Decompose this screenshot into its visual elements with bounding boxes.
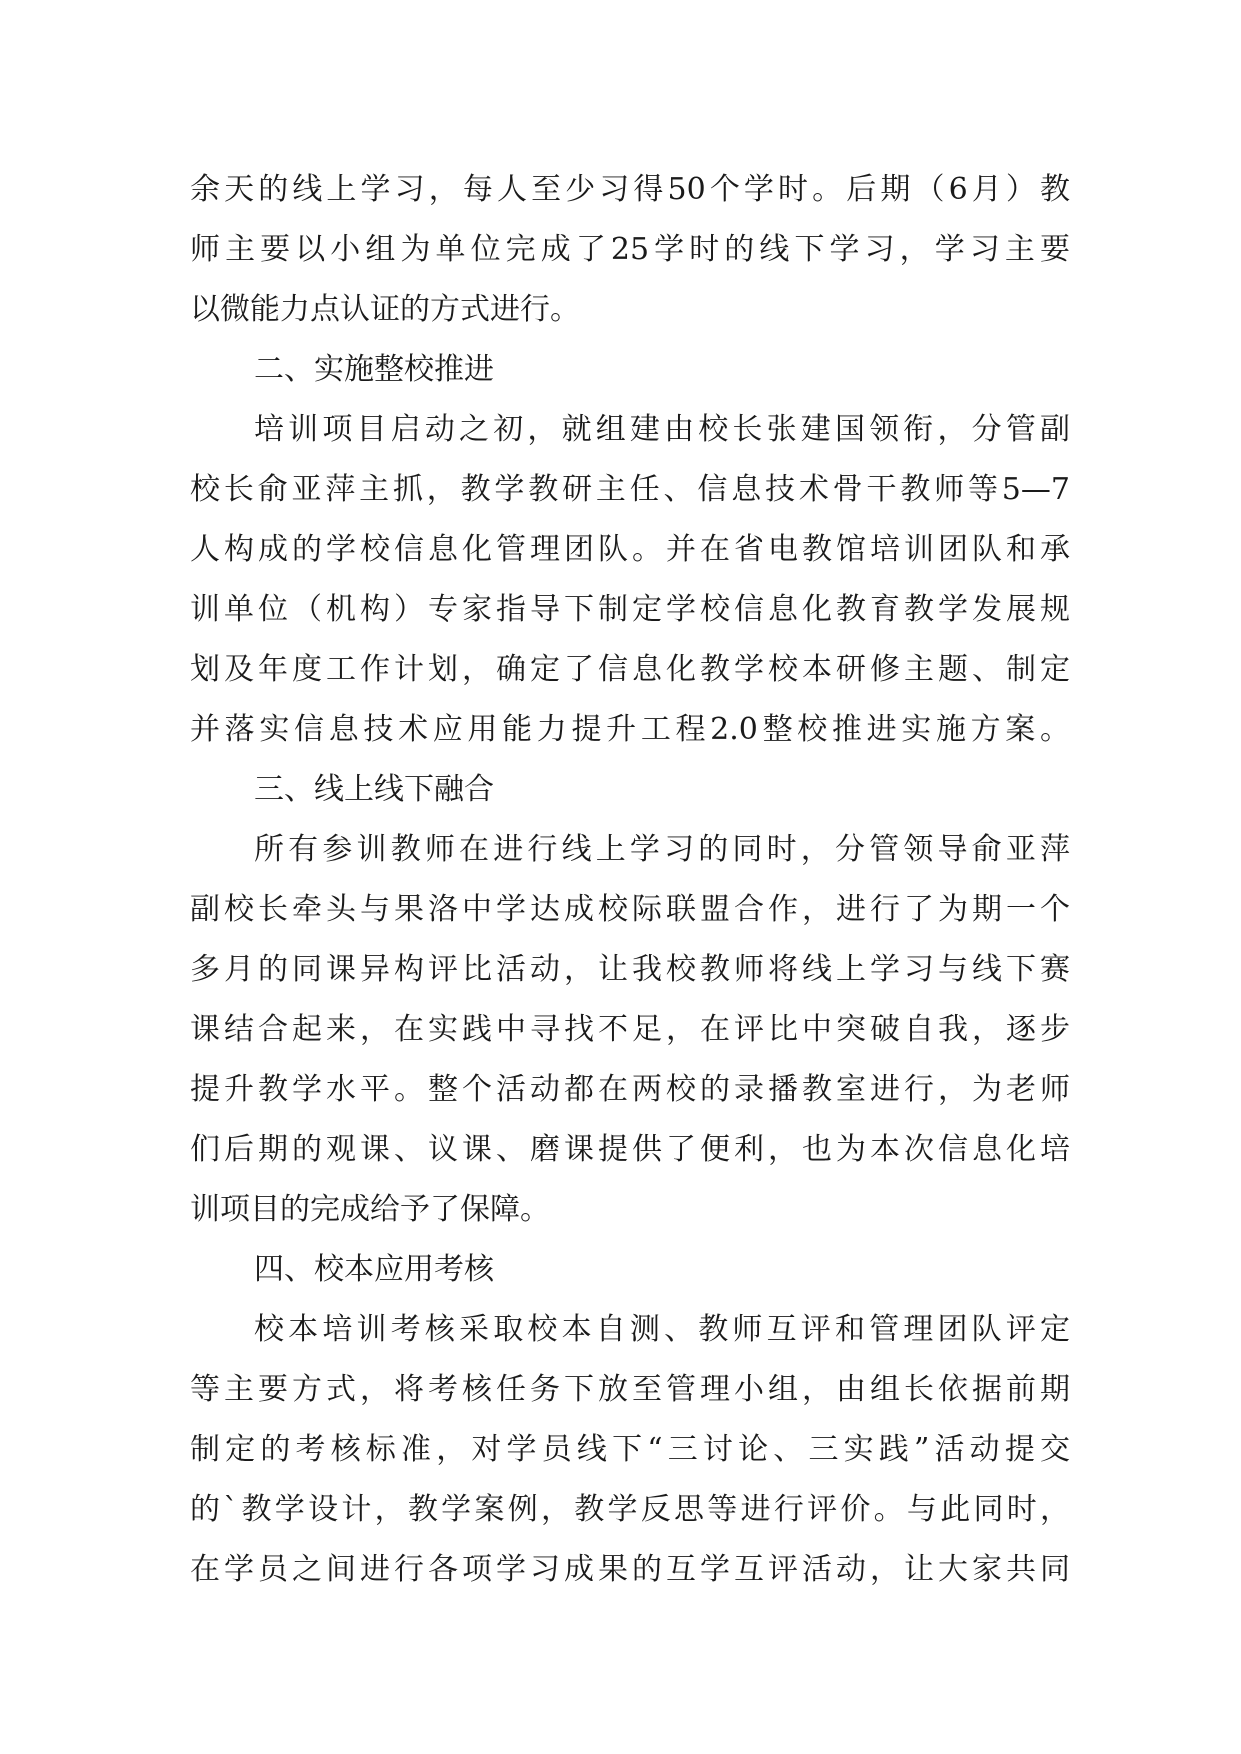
paragraph-line: 所有参训教师在进行线上学习的同时，分管领导俞亚萍 [254,832,1070,867]
document-body [190,160,1070,1600]
section-heading: 二、实施整校推进 [254,352,494,387]
paragraph-line: 课结合起来，在实践中寻找不足，在评比中突破自我，逐步 [190,1012,1070,1047]
paragraph-line: 在学员之间进行各项学习成果的互学互评活动，让大家共同 [190,1552,1070,1587]
paragraph-line: 训单位（机构）专家指导下制定学校信息化教育教学发展规 [190,592,1070,627]
section-heading: 三、线上线下融合 [254,772,494,807]
paragraph-line: 副校长牵头与果洛中学达成校际联盟合作，进行了为期一个 [190,892,1070,927]
paragraph-line: 的`教学设计，教学案例，教学反思等进行评价。与此同时， [190,1492,1070,1527]
paragraph-line: 校长俞亚萍主抓，教学教研主任、信息技术骨干教师等5—7 [190,472,1070,507]
paragraph-line: 提升教学水平。整个活动都在两校的录播教室进行，为老师 [190,1072,1070,1107]
paragraph-line: 们后期的观课、议课、磨课提供了便利，也为本次信息化培 [190,1132,1070,1167]
section-heading: 四、校本应用考核 [254,1252,494,1287]
paragraph-line: 师主要以小组为单位完成了25学时的线下学习，学习主要 [190,232,1070,267]
paragraph-line: 校本培训考核采取校本自测、教师互评和管理团队评定 [254,1312,1070,1347]
paragraph-line: 培训项目启动之初，就组建由校长张建国领衔，分管副 [254,412,1070,447]
paragraph-line: 以微能力点认证的方式进行。 [190,292,580,327]
paragraph-line: 制定的考核标准，对学员线下“三讨论、三实践”活动提交 [190,1432,1070,1467]
paragraph-line: 多月的同课异构评比活动，让我校教师将线上学习与线下赛 [190,952,1070,987]
paragraph-line: 划及年度工作计划，确定了信息化教学校本研修主题、制定 [190,652,1070,687]
paragraph-line: 训项目的完成给予了保障。 [190,1192,550,1227]
paragraph-line: 人构成的学校信息化管理团队。并在省电教馆培训团队和承 [190,532,1070,567]
paragraph-line: 余天的线上学习，每人至少习得50个学时。后期（6月）教 [190,172,1070,207]
paragraph-line: 等主要方式，将考核任务下放至管理小组，由组长依据前期 [190,1372,1070,1407]
paragraph-line: 并落实信息技术应用能力提升工程2.0整校推进实施方案。 [190,712,1070,747]
